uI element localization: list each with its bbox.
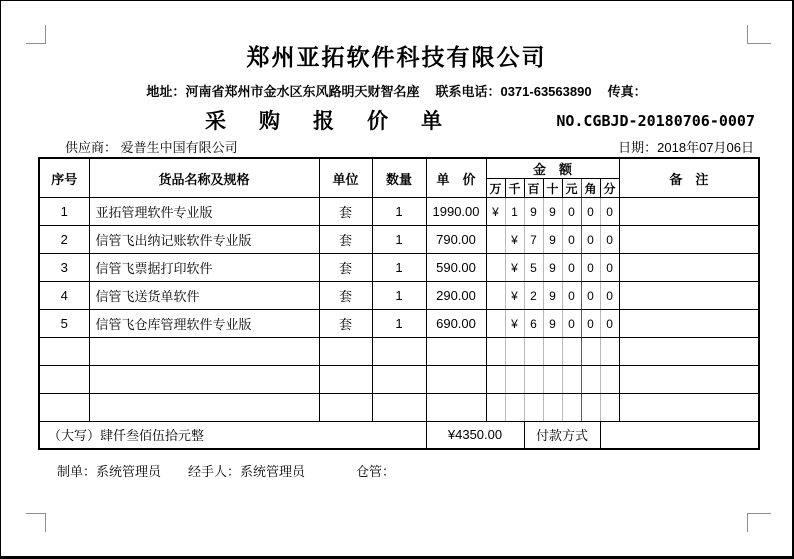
row-amount-digit: 9 xyxy=(524,198,543,226)
row-remark xyxy=(619,394,759,422)
row-amount-digit: 5 xyxy=(524,254,543,282)
fax-label: 传真： xyxy=(607,84,647,99)
address-label: 地址： xyxy=(146,84,186,99)
table-body xyxy=(39,198,759,422)
row-amount-digit xyxy=(524,366,543,394)
row-amount-digit: 0 xyxy=(581,226,600,254)
row-unit: 套 xyxy=(319,310,372,338)
row-name: 信管飞票据打印软件 xyxy=(89,254,319,282)
row-qty: 1 xyxy=(372,198,426,226)
row-unit: 套 xyxy=(319,254,372,282)
row-qty xyxy=(372,394,426,422)
row-amount-digit xyxy=(562,338,581,366)
row-amount-digit xyxy=(581,366,600,394)
row-amount-digit xyxy=(600,394,619,422)
phone-value: 0371-63563890 xyxy=(500,84,592,99)
maker-field xyxy=(57,461,161,480)
col-header-qty: 数量 xyxy=(372,158,426,198)
row-amount-digit xyxy=(524,394,543,422)
row-amount-digit xyxy=(505,338,524,366)
row-name xyxy=(89,394,319,422)
address-value: 河南省郑州市金水区东风路明天财智名座 xyxy=(185,84,420,99)
handler-value: 系统管理员 xyxy=(240,464,306,479)
row-amount-digit: 0 xyxy=(562,198,581,226)
row-price: 290.00 xyxy=(426,282,486,310)
row-amount-digit: 9 xyxy=(543,310,562,338)
row-name xyxy=(89,338,319,366)
table-row xyxy=(39,366,759,394)
row-name: 信管飞出纳记账软件专业版 xyxy=(89,226,319,254)
row-unit: 套 xyxy=(319,282,372,310)
amount-in-words: （大写）肆仟叁佰伍拾元整 xyxy=(39,422,426,449)
row-amount-digit: 0 xyxy=(562,282,581,310)
row-amount-digit: 9 xyxy=(543,282,562,310)
row-unit: 套 xyxy=(319,226,372,254)
table-row xyxy=(39,310,759,338)
total-amount: ¥4350.00 xyxy=(426,422,524,449)
doc-number: NO.CGBJD-20180706-0007 xyxy=(556,112,755,130)
row-remark xyxy=(619,282,759,310)
supplier-label: 供应商： xyxy=(65,140,118,155)
row-name: 亚拓管理软件专业版 xyxy=(89,198,319,226)
crop-mark-bottom-left-icon xyxy=(26,513,46,532)
row-amount-digit xyxy=(600,366,619,394)
row-amount-digit xyxy=(562,366,581,394)
row-amount-digit xyxy=(581,394,600,422)
crop-mark-bottom-right-icon xyxy=(747,513,771,532)
table-header-row-1 xyxy=(39,158,759,179)
row-remark xyxy=(619,254,759,282)
row-amount-digit: ¥ xyxy=(505,226,524,254)
row-amount-digit: ¥ xyxy=(505,282,524,310)
table-row xyxy=(39,254,759,282)
quotation-table xyxy=(38,157,760,450)
maker-value: 系统管理员 xyxy=(96,464,162,479)
row-remark xyxy=(619,310,759,338)
row-amount-digit: 0 xyxy=(600,310,619,338)
col-header-unit: 单位 xyxy=(319,158,372,198)
payment-method-value xyxy=(600,422,759,449)
row-amount-digit xyxy=(581,338,600,366)
row-seq: 4 xyxy=(39,282,89,310)
row-price xyxy=(426,366,486,394)
row-price: 1990.00 xyxy=(426,198,486,226)
col-header-digit-shi: 十 xyxy=(543,179,562,198)
doc-title-row xyxy=(1,105,792,133)
row-amount-digit: 9 xyxy=(543,226,562,254)
col-header-price: 单 价 xyxy=(426,158,486,198)
row-amount-digit: 9 xyxy=(543,254,562,282)
row-amount-digit xyxy=(543,394,562,422)
row-seq: 3 xyxy=(39,254,89,282)
row-seq: 5 xyxy=(39,310,89,338)
row-qty: 1 xyxy=(372,226,426,254)
row-amount-digit: 2 xyxy=(524,282,543,310)
row-qty xyxy=(372,366,426,394)
row-seq xyxy=(39,338,89,366)
table-row xyxy=(39,338,759,366)
row-amount-digit: 9 xyxy=(543,198,562,226)
row-remark xyxy=(619,226,759,254)
row-amount-digit xyxy=(543,366,562,394)
row-amount-digit: ¥ xyxy=(486,198,505,226)
maker-label: 制单： xyxy=(57,464,97,479)
col-header-seq: 序号 xyxy=(39,158,89,198)
warehouse-label: 仓管： xyxy=(356,464,396,479)
row-amount-digit xyxy=(486,254,505,282)
row-amount-digit: 0 xyxy=(581,310,600,338)
row-amount-digit: 0 xyxy=(600,198,619,226)
row-price xyxy=(426,394,486,422)
row-name: 信管飞仓库管理软件专业版 xyxy=(89,310,319,338)
handler-field xyxy=(188,461,305,480)
address-line xyxy=(1,81,792,100)
doc-title: 采 购 报 价 单 xyxy=(205,110,448,133)
row-remark xyxy=(619,198,759,226)
row-qty: 1 xyxy=(372,254,426,282)
row-amount-digit xyxy=(486,394,505,422)
row-qty xyxy=(372,338,426,366)
row-price xyxy=(426,338,486,366)
row-seq xyxy=(39,366,89,394)
supplier-value: 爱普生中国有限公司 xyxy=(120,140,238,155)
col-header-digit-qian: 千 xyxy=(505,179,524,198)
col-header-amount: 金 额 xyxy=(486,158,619,179)
row-unit xyxy=(319,338,372,366)
col-header-name: 货品名称及规格 xyxy=(89,158,319,198)
row-seq: 2 xyxy=(39,226,89,254)
row-remark xyxy=(619,338,759,366)
row-amount-digit xyxy=(524,338,543,366)
row-amount-digit xyxy=(486,282,505,310)
row-amount-digit: 6 xyxy=(524,310,543,338)
row-amount-digit xyxy=(562,394,581,422)
row-amount-digit: ¥ xyxy=(505,254,524,282)
row-remark xyxy=(619,366,759,394)
col-header-digit-bai: 百 xyxy=(524,179,543,198)
supplier-field xyxy=(65,137,238,156)
row-name: 信管飞送货单软件 xyxy=(89,282,319,310)
table-row xyxy=(39,226,759,254)
row-amount-digit: 0 xyxy=(600,254,619,282)
row-amount-digit: 0 xyxy=(600,226,619,254)
row-seq: 1 xyxy=(39,198,89,226)
date-value: 2018年07月06日 xyxy=(657,140,754,155)
row-amount-digit xyxy=(543,338,562,366)
summary-row xyxy=(39,422,759,449)
row-amount-digit xyxy=(600,338,619,366)
row-amount-digit xyxy=(505,366,524,394)
table-row xyxy=(39,198,759,226)
row-amount-digit: 0 xyxy=(562,310,581,338)
row-amount-digit: ¥ xyxy=(505,310,524,338)
row-price: 790.00 xyxy=(426,226,486,254)
col-header-remark: 备 注 xyxy=(619,158,759,198)
table-row xyxy=(39,282,759,310)
table-summary xyxy=(39,422,759,449)
row-amount-digit: 0 xyxy=(562,254,581,282)
handler-label: 经手人： xyxy=(188,464,241,479)
row-amount-digit xyxy=(486,226,505,254)
row-amount-digit: 0 xyxy=(562,226,581,254)
row-amount-digit: 0 xyxy=(581,198,600,226)
row-unit: 套 xyxy=(319,198,372,226)
date-label: 日期： xyxy=(618,140,658,155)
row-amount-digit: 1 xyxy=(505,198,524,226)
col-header-digit-jiao: 角 xyxy=(581,179,600,198)
row-unit xyxy=(319,366,372,394)
table-row xyxy=(39,394,759,422)
row-price: 590.00 xyxy=(426,254,486,282)
row-qty: 1 xyxy=(372,310,426,338)
row-name xyxy=(89,366,319,394)
row-amount-digit xyxy=(486,338,505,366)
col-header-digit-fen: 分 xyxy=(600,179,619,198)
row-price: 690.00 xyxy=(426,310,486,338)
date-field xyxy=(618,137,754,156)
row-amount-digit xyxy=(486,366,505,394)
warehouse-field xyxy=(356,461,395,480)
row-qty: 1 xyxy=(372,282,426,310)
phone-label: 联系电话： xyxy=(435,84,501,99)
row-amount-digit: 0 xyxy=(600,282,619,310)
row-unit xyxy=(319,394,372,422)
row-amount-digit xyxy=(486,310,505,338)
row-amount-digit: 7 xyxy=(524,226,543,254)
col-header-digit-yuan: 元 xyxy=(562,179,581,198)
row-amount-digit: 0 xyxy=(581,282,600,310)
row-amount-digit xyxy=(505,394,524,422)
payment-method-label: 付款方式 xyxy=(524,422,600,449)
row-seq xyxy=(39,394,89,422)
col-header-digit-wan: 万 xyxy=(486,179,505,198)
company-title: 郑州亚拓软件科技有限公司 xyxy=(246,44,547,70)
row-amount-digit: 0 xyxy=(581,254,600,282)
